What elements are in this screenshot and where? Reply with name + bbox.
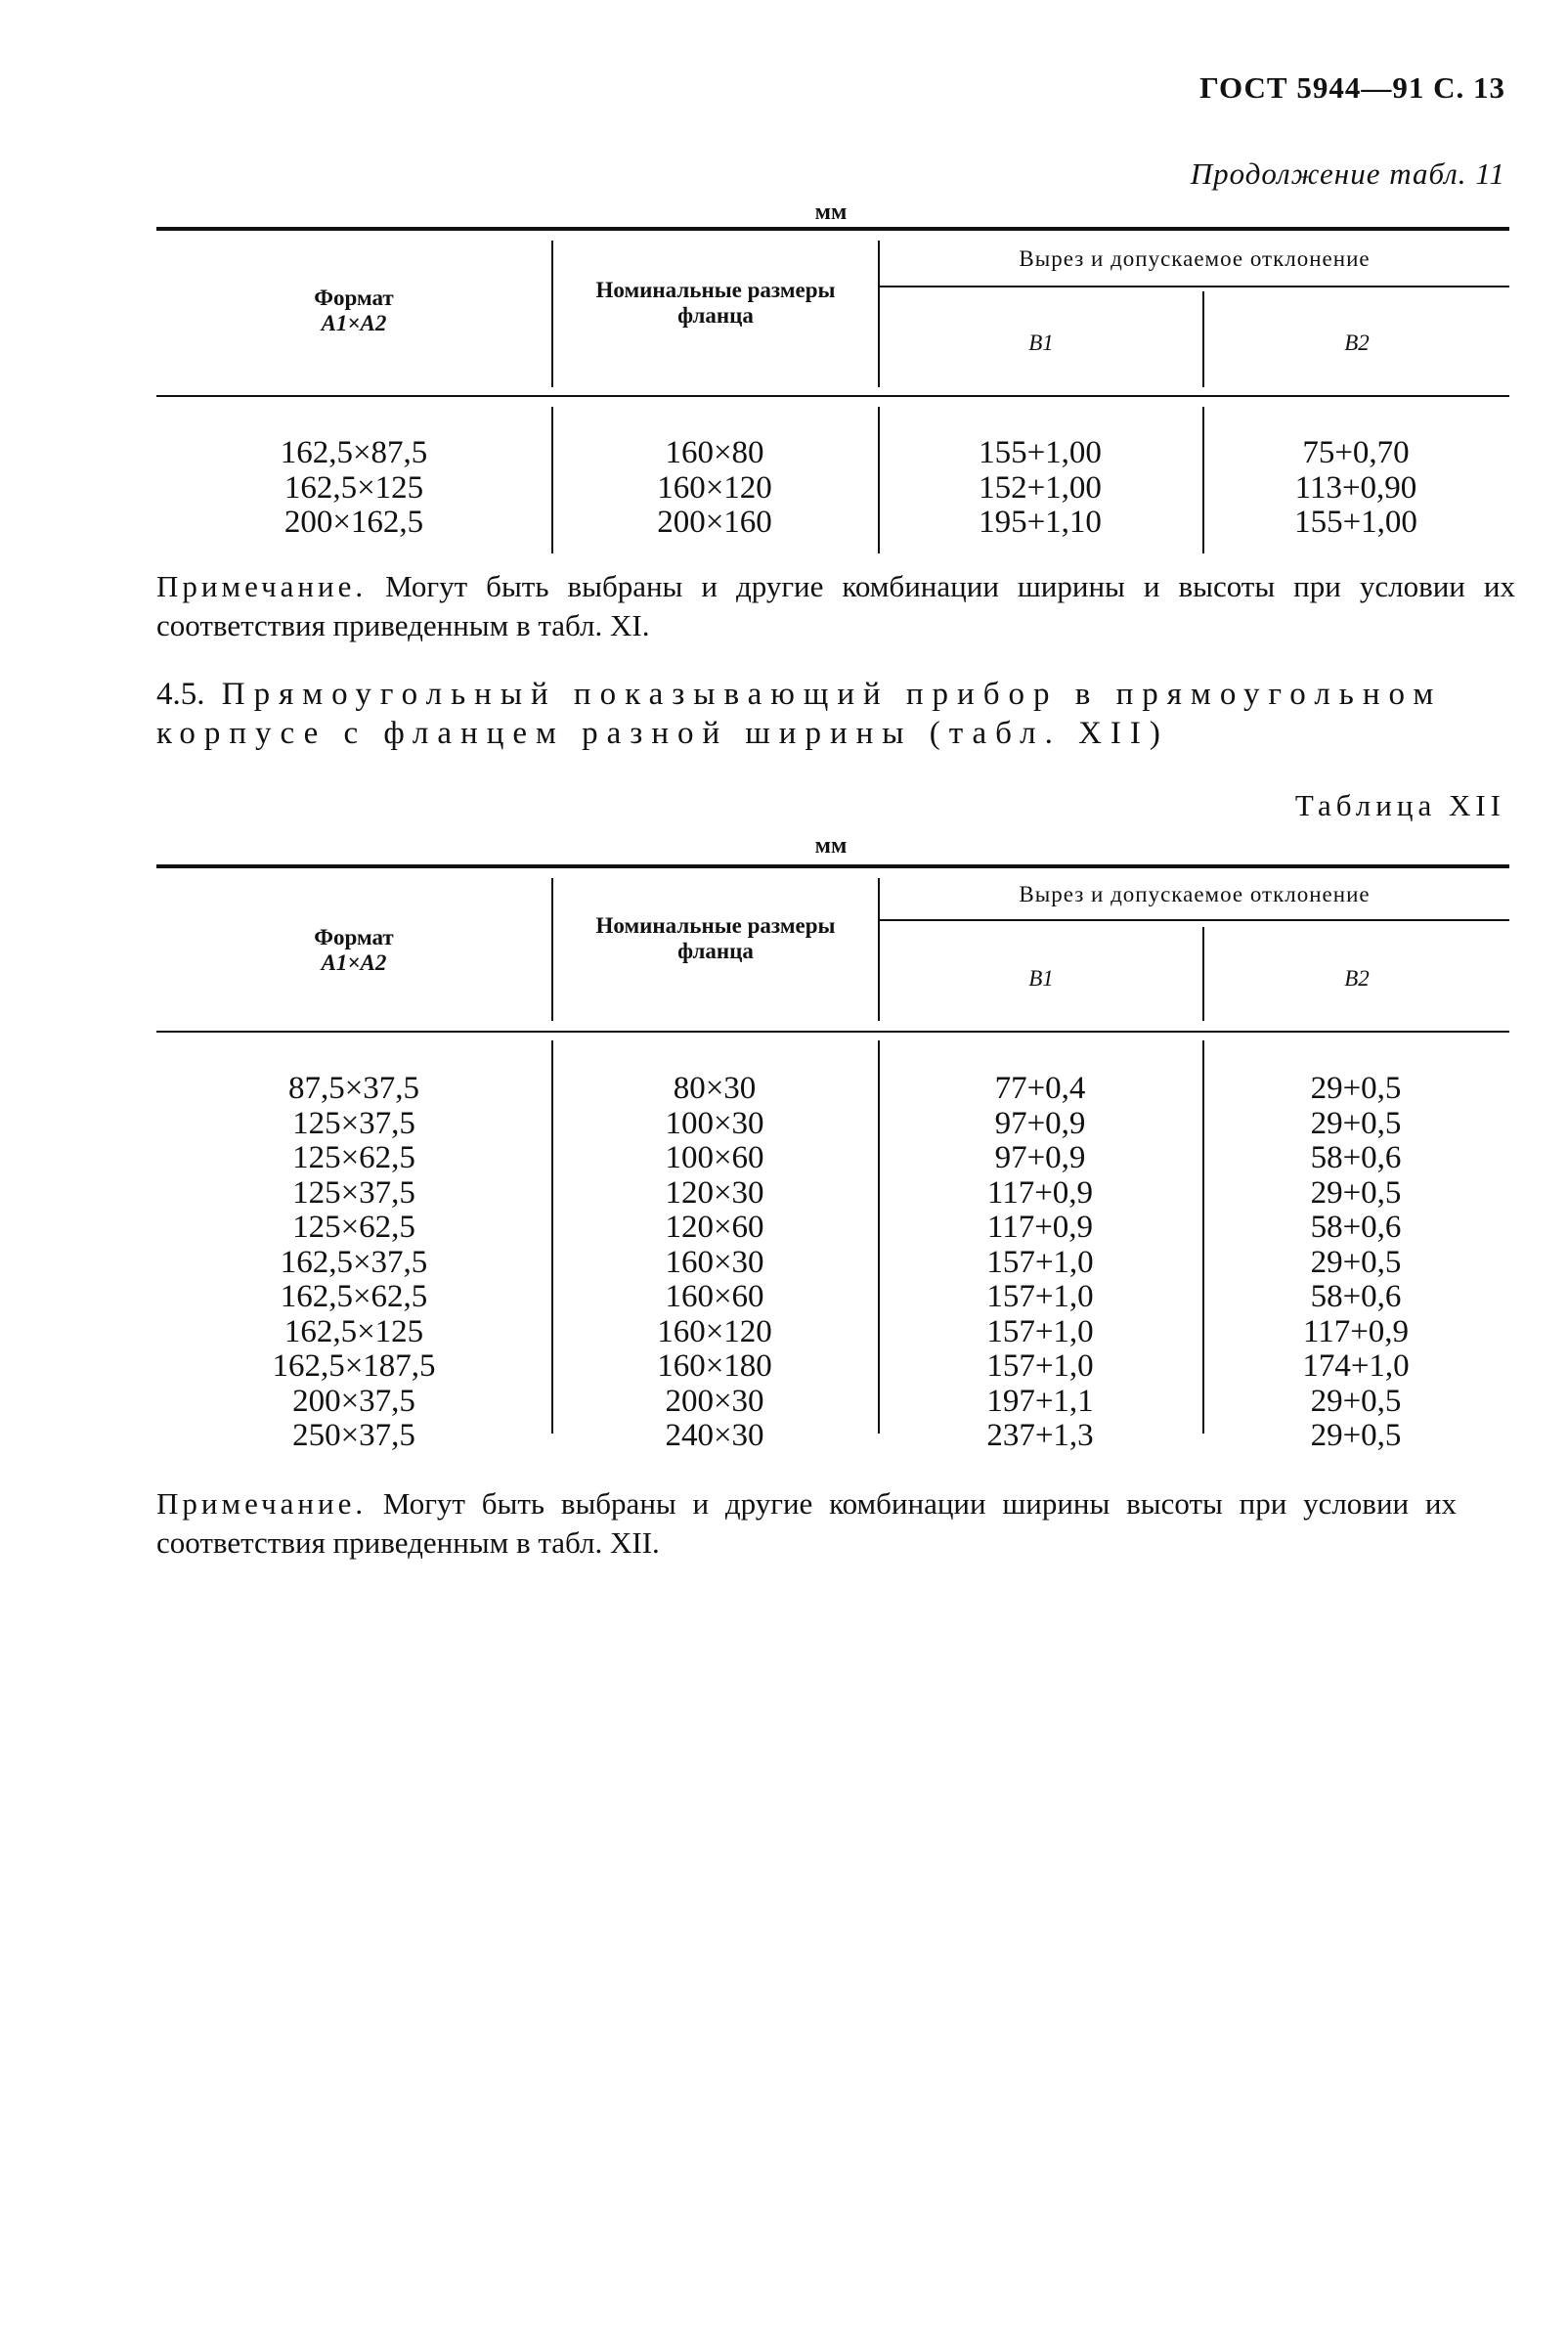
cell-b2: 113+0,90 — [1294, 469, 1417, 506]
header-b2: B2 — [1344, 966, 1370, 991]
cell-b1: 157+1,0 — [986, 1313, 1094, 1349]
note-label: Примечание. — [156, 569, 368, 603]
cell-b2: 174+1,0 — [1302, 1348, 1410, 1384]
cell-format: 162,5×62,5 — [280, 1279, 428, 1314]
table12-caption: Таблица XII — [1294, 788, 1505, 822]
cell-format: 162,5×87,5 — [280, 435, 428, 470]
table-11 — [156, 227, 1509, 559]
cell-nominal: 240×30 — [665, 1418, 764, 1453]
cell-nominal: 160×80 — [665, 435, 764, 470]
header-b1: B1 — [1028, 331, 1054, 355]
header-format — [156, 925, 551, 976]
note-text: Могут быть выбраны и другие комбинации ширины высоты при условии их соответствия приведенным в табл. XII. — [156, 1486, 1457, 1560]
table-continuation-label: Продолжение табл. 11 — [1190, 156, 1505, 191]
cell-format: 162,5×37,5 — [280, 1244, 428, 1280]
note-label: Примечание. — [156, 1486, 368, 1521]
table-top-rule — [156, 864, 1509, 868]
cell-b2: 29+0,5 — [1310, 1105, 1402, 1141]
table-12 — [156, 864, 1509, 1490]
column-nominal — [551, 436, 878, 541]
table-sub-rule — [878, 919, 1509, 921]
cell-format: 200×37,5 — [292, 1383, 415, 1419]
section-heading — [156, 675, 1515, 753]
header-format-sub: A1×A2 — [321, 311, 387, 335]
cell-nominal: 160×120 — [657, 469, 772, 506]
section-number: 4.5. — [156, 677, 205, 712]
cell-b2: 29+0,5 — [1310, 1174, 1402, 1211]
header-format-label: Формат — [314, 286, 394, 310]
header-format — [156, 286, 551, 336]
cell-nominal: 160×120 — [657, 1313, 772, 1349]
cell-b1: 195+1,10 — [979, 505, 1102, 540]
cell-b1: 157+1,0 — [986, 1244, 1094, 1280]
column-b1 — [878, 1072, 1202, 1454]
cell-b1: 97+0,9 — [994, 1105, 1086, 1141]
cell-format: 125×37,5 — [292, 1105, 415, 1141]
cell-nominal: 120×60 — [665, 1210, 764, 1245]
column-b2 — [1202, 1072, 1509, 1454]
table-top-rule — [156, 227, 1509, 231]
cell-b2: 155+1,00 — [1294, 505, 1417, 540]
section-title: Прямоугольный показывающий прибор в прямоугольном корпусе с фланцем разной ширины (табл. XII) — [156, 677, 1443, 751]
header-format-sub: A1×A2 — [321, 950, 387, 975]
cell-format: 200×162,5 — [283, 505, 424, 540]
cell-format: 125×62,5 — [292, 1210, 415, 1245]
table-sub-rule — [878, 286, 1509, 287]
column-nominal — [551, 1072, 878, 1454]
column-b1 — [878, 436, 1202, 541]
col-divider — [551, 241, 553, 387]
cell-nominal: 160×180 — [657, 1348, 772, 1384]
cell-format: 125×37,5 — [292, 1174, 415, 1211]
cell-b2: 29+0,5 — [1310, 1418, 1402, 1453]
cell-nominal: 200×30 — [665, 1383, 764, 1419]
cell-b1: 152+1,00 — [979, 469, 1102, 506]
cell-format: 162,5×125 — [283, 469, 424, 506]
header-cutout: Вырез и допускаемое отклонение — [1019, 246, 1371, 271]
header-format-label: Формат — [314, 925, 394, 949]
cell-b1: 157+1,0 — [986, 1279, 1094, 1314]
table11-note — [156, 567, 1515, 645]
cell-nominal: 200×160 — [657, 505, 772, 540]
cell-b1: 117+0,9 — [986, 1174, 1094, 1211]
cell-b2: 29+0,5 — [1310, 1383, 1402, 1419]
cell-nominal: 80×30 — [673, 1071, 757, 1106]
cell-format: 125×62,5 — [292, 1140, 415, 1175]
table12-note — [156, 1484, 1457, 1563]
cell-b2: 58+0,6 — [1310, 1279, 1402, 1314]
header-b2: B2 — [1344, 331, 1370, 355]
header-b1: B1 — [1028, 966, 1054, 991]
cell-b1: 77+0,4 — [994, 1071, 1086, 1106]
cell-nominal: 160×60 — [665, 1279, 764, 1314]
cell-b1: 197+1,1 — [986, 1383, 1094, 1419]
cell-b2: 29+0,5 — [1310, 1244, 1402, 1280]
header-cutout: Вырез и допускаемое отклонение — [1019, 882, 1371, 906]
cell-b1: 157+1,0 — [986, 1348, 1094, 1384]
cell-format: 162,5×125 — [283, 1313, 424, 1349]
cell-nominal: 100×30 — [665, 1105, 764, 1141]
table11-unit: мм — [814, 199, 848, 225]
cell-b2: 58+0,6 — [1310, 1140, 1402, 1175]
cell-nominal: 120×30 — [665, 1174, 764, 1211]
cell-b2: 117+0,9 — [1302, 1313, 1410, 1349]
table-header-rule — [156, 395, 1509, 397]
column-format — [156, 436, 551, 541]
cell-format: 250×37,5 — [292, 1418, 415, 1453]
cell-b2: 75+0,70 — [1302, 435, 1410, 470]
header-nominal: Номинальные размеры фланца — [595, 278, 836, 328]
cell-b2: 29+0,5 — [1310, 1071, 1402, 1106]
cell-format: 162,5×187,5 — [272, 1348, 436, 1384]
cell-b1: 97+0,9 — [994, 1140, 1086, 1175]
cell-b1: 117+0,9 — [986, 1210, 1094, 1245]
cell-nominal: 160×30 — [665, 1244, 764, 1280]
cell-nominal: 100×60 — [665, 1140, 764, 1175]
cell-b2: 58+0,6 — [1310, 1210, 1402, 1245]
cell-format: 87,5×37,5 — [287, 1071, 420, 1106]
page-header: ГОСТ 5944—91 С. 13 — [1199, 70, 1505, 105]
cell-b1: 155+1,00 — [979, 435, 1102, 470]
table-header-rule — [156, 1031, 1509, 1033]
header-nominal: Номинальные размеры фланца — [595, 913, 836, 963]
table12-unit: мм — [814, 833, 848, 859]
column-b2 — [1202, 436, 1509, 541]
cell-b1: 237+1,3 — [986, 1418, 1094, 1453]
note-text: Могут быть выбраны и другие комбинации ширины и высоты при условии их соответствия приведенным в табл. XI. — [156, 569, 1515, 642]
column-format — [156, 1072, 551, 1454]
col-divider — [551, 878, 553, 1021]
